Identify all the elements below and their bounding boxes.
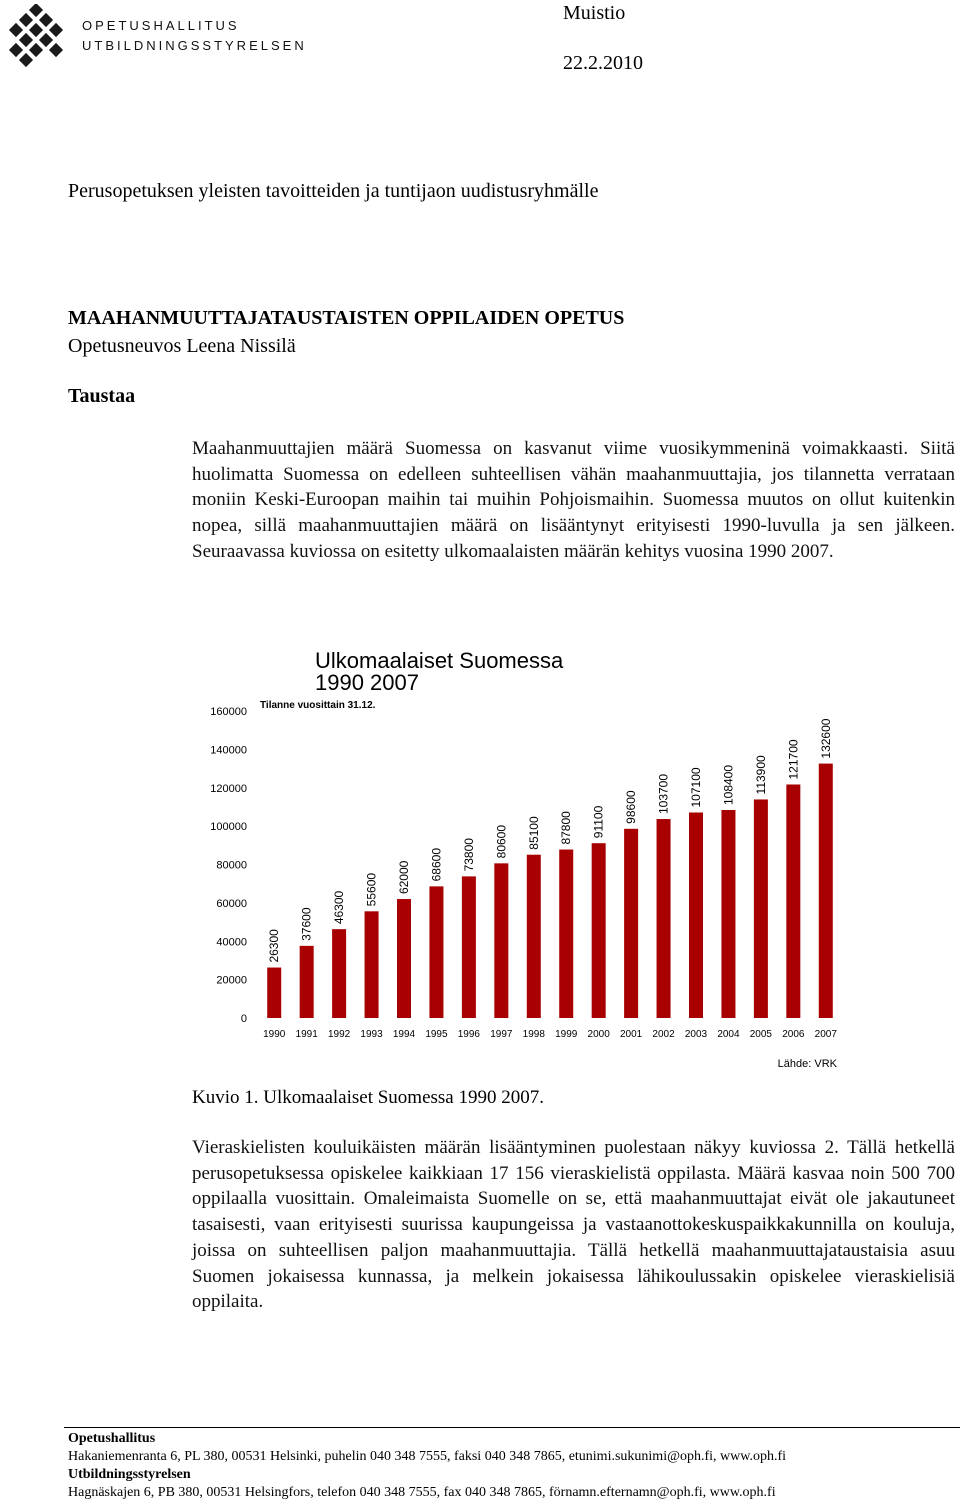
bar bbox=[462, 876, 476, 1018]
x-tick-label: 2001 bbox=[619, 1029, 643, 1040]
y-tick-label: 20000 bbox=[216, 974, 247, 987]
x-tick-label: 1997 bbox=[490, 1029, 513, 1040]
x-tick-label: 2003 bbox=[684, 1029, 708, 1040]
y-tick-label: 100000 bbox=[210, 821, 247, 834]
bar-value-label: 107100 bbox=[689, 767, 703, 808]
bar-value-label: 62000 bbox=[397, 860, 411, 895]
footer-divider bbox=[64, 1427, 960, 1428]
document-title: MAAHANMUUTTAJATAUSTAISTEN OPPILAIDEN OPETUS bbox=[68, 307, 625, 329]
org-name-fi: OPETUSHALLITUS bbox=[82, 18, 240, 33]
x-tick-label: 2002 bbox=[652, 1029, 675, 1040]
x-tick-label: 2006 bbox=[782, 1029, 805, 1040]
x-tick-label: 1991 bbox=[295, 1029, 318, 1040]
bar-value-label: 26300 bbox=[267, 929, 282, 963]
bar bbox=[754, 799, 768, 1018]
x-tick-label: 1993 bbox=[360, 1029, 383, 1040]
bar-value-label: 108400 bbox=[721, 764, 736, 806]
footer-address-fi: Hakaniemenranta 6, PL 380, 00531 Helsinki, puhelin 040 348 7555, faksi 040 348 7865, etunimi.sukunimi@oph.fi, www.oph.fi bbox=[68, 1449, 786, 1464]
chart-title-line1: Ulkomaalaiset Suomessa bbox=[315, 648, 564, 673]
x-tick-label: 1994 bbox=[392, 1029, 416, 1040]
body-paragraph-2: Vieraskielisten kouluikäisten määrän lisääntyminen puolestaan näkyy kuviossa 2. Tällä hetkellä perusopetuksessa opiskelee kaikkiaan 17 156 vieraskielistä oppilasta. Määrä kasvaa noin 500 700 oppilaalla vuosittain. Omaleimaista Suomelle on se, että maahanmuuttajat eivät ole jakautuneet tasaisesti, vaan erityisesti suurissa kaupungeissa ja vastaanottokeskuspaikkakunnilla on kouluja, joissa on suhteellisen paljon maahanmuuttajia. Tällä hetkellä maahanmuuttajataustaisia asuu Suomen jokaisessa kunnassa, ja melkein jokaisessa lähikoulussakin opiskelee vieraskielisiä oppilaita. bbox=[192, 1137, 955, 1313]
x-tick-label: 1992 bbox=[327, 1029, 351, 1040]
bar bbox=[494, 863, 508, 1018]
bar-value-label: 73800 bbox=[461, 838, 476, 872]
bar-value-label: 113900 bbox=[753, 755, 768, 795]
bar bbox=[819, 764, 833, 1018]
y-tick-label: 60000 bbox=[216, 897, 247, 910]
bar bbox=[657, 819, 671, 1018]
bar bbox=[559, 850, 573, 1018]
recipient-line: Perusopetuksen yleisten tavoitteiden ja tuntijaon uudistusryhmälle bbox=[68, 180, 599, 202]
bar-value-label: 85100 bbox=[526, 816, 541, 850]
bar-value-label: 55600 bbox=[364, 872, 379, 907]
footer-org-sv: Utbildningsstyrelsen bbox=[68, 1467, 191, 1482]
bar bbox=[365, 911, 379, 1018]
org-name-sv: UTBILDNINGSSTYRELSEN bbox=[82, 38, 307, 53]
x-tick-label: 1995 bbox=[425, 1029, 448, 1040]
opetushallitus-diamond-logo-icon bbox=[4, 4, 68, 68]
figure-caption: Kuvio 1. Ulkomaalaiset Suomessa 1990 2007. bbox=[192, 1087, 544, 1108]
y-tick-label: 80000 bbox=[216, 859, 247, 872]
bar-value-label: 37600 bbox=[299, 907, 314, 941]
x-tick-label: 1990 bbox=[263, 1029, 286, 1040]
chart-source: Lähde: VRK bbox=[777, 1058, 837, 1070]
bar-value-label: 87800 bbox=[559, 811, 574, 845]
document-date: 22.2.2010 bbox=[563, 52, 643, 74]
bar bbox=[592, 843, 606, 1018]
x-tick-label: 2000 bbox=[587, 1029, 610, 1040]
chart-subtitle: Tilanne vuosittain 31.12. bbox=[260, 700, 376, 711]
y-tick-label: 40000 bbox=[216, 936, 247, 949]
bar bbox=[689, 813, 703, 1018]
bar-value-label: 68600 bbox=[429, 847, 444, 882]
bar-value-label: 121700 bbox=[786, 739, 801, 780]
bar-value-label: 46300 bbox=[332, 890, 347, 925]
bar bbox=[786, 784, 800, 1018]
document-type: Muistio bbox=[563, 2, 626, 24]
footer-org-fi: Opetushallitus bbox=[68, 1431, 156, 1446]
bar-value-label: 98600 bbox=[624, 790, 639, 824]
x-tick-label: 2004 bbox=[717, 1029, 740, 1040]
y-tick-label: 0 bbox=[240, 1013, 247, 1025]
author-line: Opetusneuvos Leena Nissilä bbox=[68, 335, 296, 357]
x-tick-label: 1996 bbox=[457, 1029, 481, 1040]
body-paragraph-1: Maahanmuuttajien määrä Suomessa on kasvanut viime vuosikymmeninä voimakkaasti. Siitä huolimatta Suomessa on edelleen suhteellisen vähän maahanmuuttajia, jos tilannetta verrataan moniin Keski-Euroopan maihin tai muihin Pohjoismaihin. Suomessa muutos on ollut kuitenkin nopea, sillä maahanmuuttajien määrä on lisääntynyt erityisesti 1990-luvulla ja sen jälkeen. Seuraavassa kuviossa on esitetty ulkomaalaisten määrän kehitys vuosina 1990 2007. bbox=[192, 438, 955, 562]
bar-value-label: 80600 bbox=[494, 824, 509, 859]
x-tick-label: 1998 bbox=[522, 1029, 545, 1040]
chart-title-line2: 1990 2007 bbox=[315, 670, 419, 695]
x-tick-label: 2007 bbox=[814, 1029, 837, 1040]
bar-value-label: 103700 bbox=[656, 773, 671, 815]
bar-value-label: 132600 bbox=[818, 718, 833, 759]
bar-value-label: 91100 bbox=[591, 805, 606, 839]
bar bbox=[300, 946, 314, 1018]
bar bbox=[332, 929, 346, 1018]
bar bbox=[429, 886, 443, 1018]
bar-chart bbox=[200, 640, 860, 1080]
bar bbox=[624, 829, 638, 1018]
y-tick-label: 140000 bbox=[210, 744, 247, 757]
bar bbox=[267, 968, 281, 1018]
section-heading: Taustaa bbox=[68, 385, 136, 407]
bar bbox=[527, 855, 541, 1018]
y-tick-label: 160000 bbox=[210, 706, 247, 718]
x-tick-label: 2005 bbox=[749, 1029, 773, 1040]
bar bbox=[397, 899, 411, 1018]
y-tick-label: 120000 bbox=[210, 782, 247, 795]
x-tick-label: 1999 bbox=[555, 1029, 578, 1040]
footer-address-sv: Hagnäskajen 6, PB 380, 00531 Helsingfors, telefon 040 348 7555, fax 040 348 7865, förnamn.efternamn@oph.fi, www.oph.fi bbox=[68, 1485, 776, 1500]
bar bbox=[721, 810, 735, 1018]
